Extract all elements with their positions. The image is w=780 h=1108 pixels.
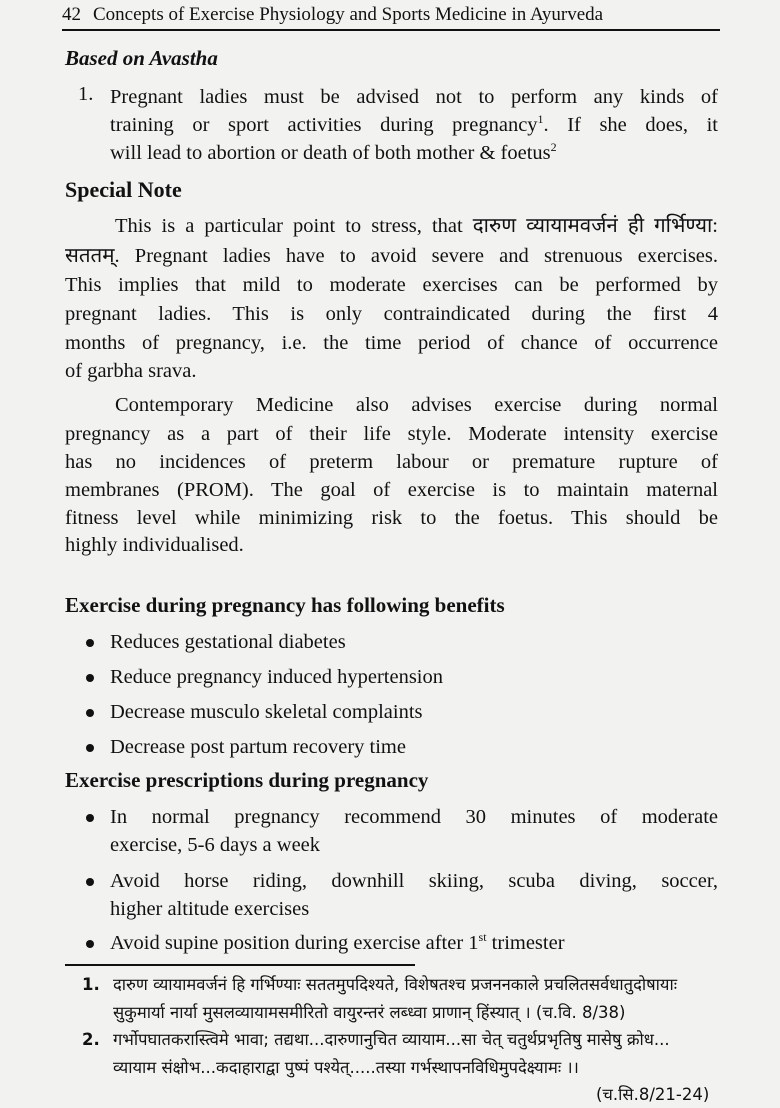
bullet-icon [86,709,94,717]
list-item [110,929,565,957]
list-number: 1. [78,83,94,105]
list-item: Decrease post partum recovery time [110,736,406,758]
bullet-icon [86,940,94,948]
footnote-reference: (च.सि.8/21-24) [596,1085,710,1104]
footnote-line: गर्भोपघातकरास्त्विमे भावा; तद्यथा...दारुणानुचित व्यायाम...सा चेत् चतुर्थप्रभृतिषु मासेषु क्रोध... [113,1030,670,1049]
text-segment: trimester [486,932,565,954]
list-item: Avoid horse riding, downhill skiing, scuba diving, soccer, [110,870,718,892]
heading-special-note: Special Note [65,177,182,202]
running-header [62,4,720,31]
list-item: Decrease musculo skeletal complaints [110,701,423,723]
bullet-icon [86,639,94,647]
footnote-ref: 2 [550,140,557,155]
list-item: Reduces gestational diabetes [110,631,346,653]
superscript: st [478,930,487,945]
text-line: This implies that mild to moderate exercises can be performed by [65,274,718,296]
text-line: months of pregnancy, i.e. the time period of chance of occurrence [65,332,718,354]
text-line [110,111,718,139]
footnote-number: 2. [82,1030,100,1049]
heading-prescriptions: Exercise prescriptions during pregnancy [65,768,429,792]
bullet-icon [86,744,94,752]
text-line: membranes (PROM). The goal of exercise is to maintain maternal [65,479,718,501]
heading-based-on-avastha: Based on Avastha [65,46,218,70]
list-item-continued: exercise, 5-6 days a week [110,834,321,856]
footnote-number: 1. [82,975,100,994]
footnote-divider [65,964,415,966]
text-line: pregnancy as a part of their life style. Moderate intensity exercise [65,423,718,445]
text-line: Contemporary Medicine also advises exercise during normal [115,394,718,416]
text-line: This is a particular point to stress, that दारुण व्यायामवर्जनं ही गर्भिण्या: [115,215,718,237]
footnote-line: दारुण व्यायामवर्जनं हि गर्भिण्याः सततमुपदिश्यते, विशेषतश्च प्रजननकाले प्रचलितसर्वधातुदोषायाः [113,975,678,994]
text-segment: . If she does, it [543,114,718,136]
text-segment: training or sport activities during pregnancy [110,114,538,136]
bullet-icon [86,674,94,682]
text-segment: will lead to abortion or death of both mother & foetus [110,142,551,164]
text-line: Pregnant ladies must be advised not to perform any kinds of [110,86,718,108]
heading-benefits: Exercise during pregnancy has following benefits [65,593,505,617]
text-line [110,139,718,167]
page-number: 42 [62,4,81,25]
bullet-icon [86,878,94,886]
text-line: has no incidences of preterm labour or premature rupture of [65,451,718,473]
footnote-ref: 1 [537,112,544,127]
list-item-continued: higher altitude exercises [110,898,310,920]
text-line: fitness level while minimizing risk to the foetus. This should be [65,507,718,529]
text-line: highly individualised. [65,534,244,556]
text-line: pregnant ladies. This is only contraindicated during the first 4 [65,303,718,325]
footnote-line: व्यायाम संक्षोभ...कदाहाराद्वा पुष्पं पश्येत्.....तस्या गर्भस्थापनविधिमुपदेक्ष्यामः ।। [113,1058,579,1077]
bullet-icon [86,814,94,822]
list-item: Reduce pregnancy induced hypertension [110,666,444,688]
book-title: Concepts of Exercise Physiology and Sports Medicine in Ayurveda [93,4,604,25]
text-segment: Avoid supine position during exercise after 1 [110,932,479,954]
text-line: सततम्. Pregnant ladies have to avoid severe and strenuous exercises. [65,245,718,267]
list-item: In normal pregnancy recommend 30 minutes of moderate [110,806,718,828]
text-line: of garbha srava. [65,360,197,382]
footnote-line: सुकुमार्या नार्या मुसलव्यायामसमीरितो वायुरन्तरं लब्ध्वा प्राणान् हिंस्यात् । (च.वि. 8/38) [113,1003,626,1022]
